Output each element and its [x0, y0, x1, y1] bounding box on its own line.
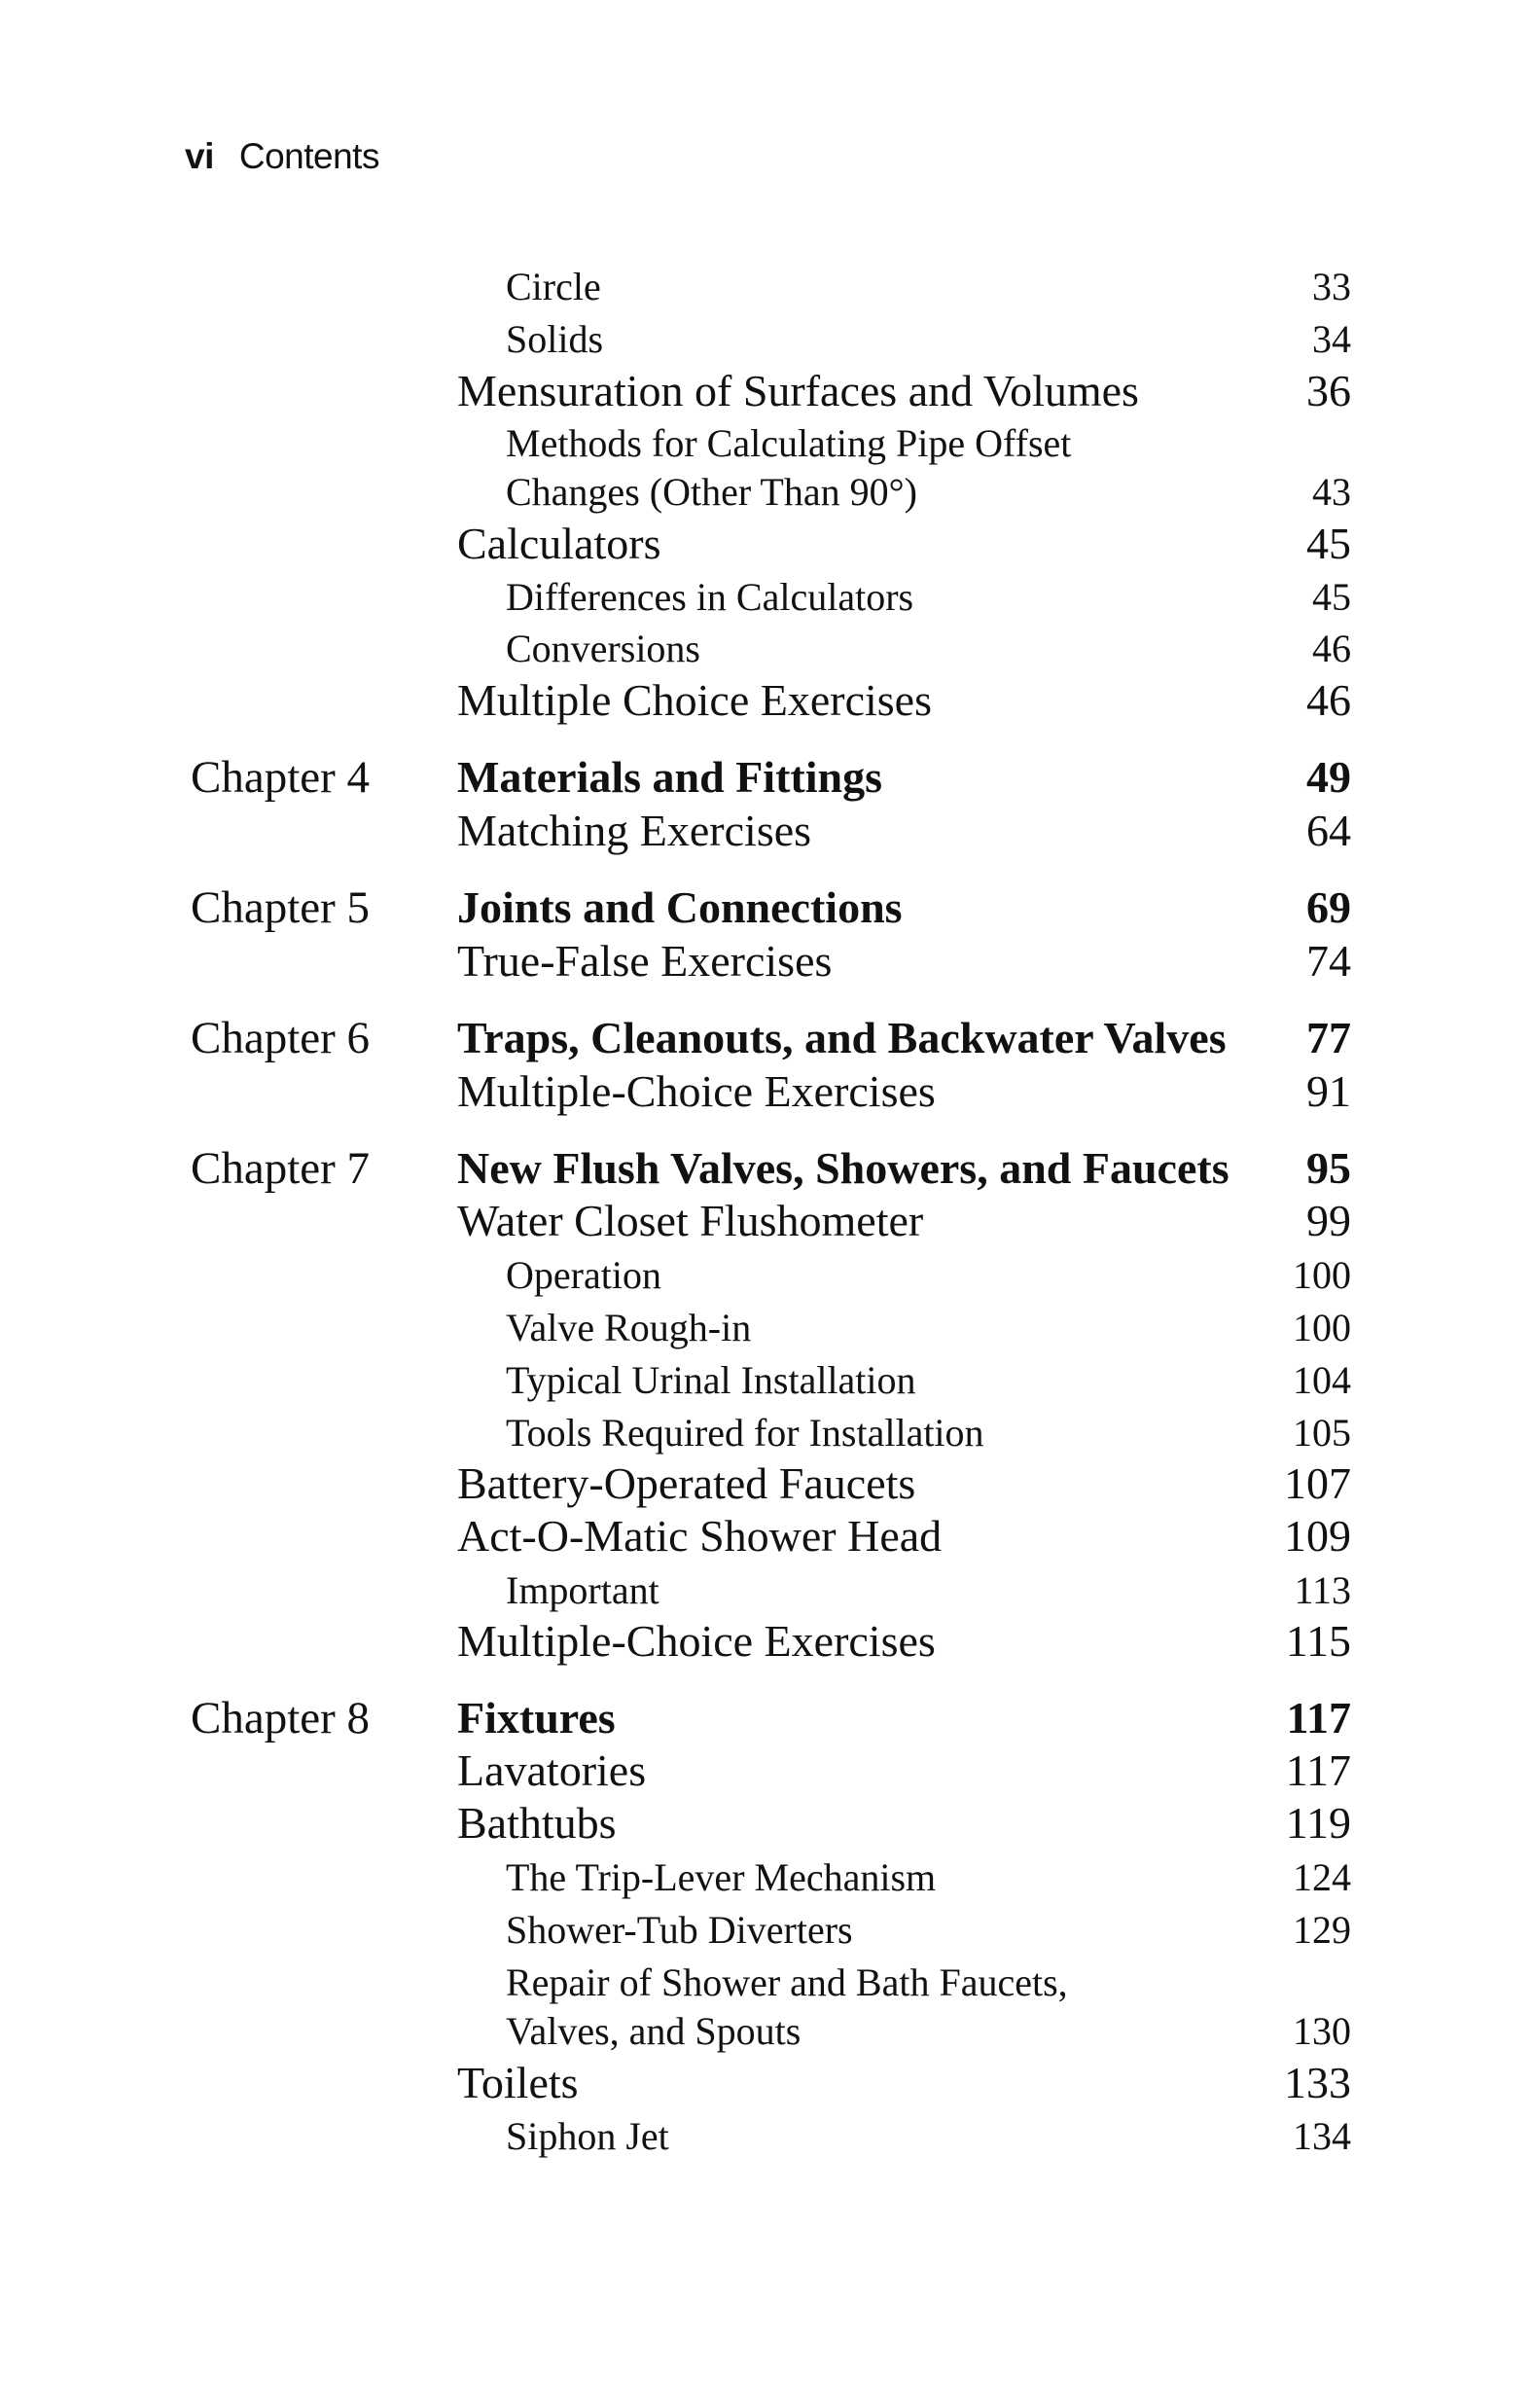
toc-entry-title: Differences in Calculators — [506, 575, 914, 619]
chapter-label: Chapter 5 — [191, 882, 371, 933]
toc-entry-title: Operation — [506, 1253, 661, 1297]
toc-entry-title: Water Closet Flushometer — [457, 1196, 924, 1245]
toc-entry-page: 117 — [1285, 1745, 1351, 1795]
toc-entry-title: Solids — [506, 317, 604, 361]
toc-entry-page: 43 — [1312, 470, 1351, 514]
toc-entry-page: 91 — [1306, 1066, 1351, 1116]
toc-entry-title: Matching Exercises — [457, 806, 812, 855]
toc-entry-title: Methods for Calculating Pipe Offset — [506, 421, 1072, 465]
toc-entry-title: Repair of Shower and Bath Faucets, — [506, 1960, 1068, 2004]
toc-entry-page: 64 — [1306, 806, 1351, 855]
chapter-page: 77 — [1306, 1013, 1351, 1062]
toc-entry-page: 100 — [1293, 1306, 1351, 1349]
chapter-page: 69 — [1306, 882, 1351, 932]
toc-entry-page: 33 — [1312, 265, 1351, 308]
toc-entry-title: Battery-Operated Faucets — [457, 1458, 916, 1508]
toc-entry-page: 46 — [1306, 675, 1351, 725]
chapter-page: 49 — [1306, 752, 1351, 802]
toc-entry-page: 36 — [1306, 366, 1351, 415]
toc-entry-page: 104 — [1293, 1358, 1351, 1402]
running-head — [185, 136, 379, 177]
toc-entry-page: 99 — [1306, 1196, 1351, 1245]
toc-entry-page: 105 — [1293, 1411, 1351, 1455]
chapter-title: Traps, Cleanouts, and Backwater Valves — [457, 1013, 1227, 1062]
toc-entry-title: Siphon Jet — [506, 2114, 669, 2158]
toc-entry-title: Act-O-Matic Shower Head — [457, 1511, 943, 1561]
toc-entry-page: 107 — [1284, 1458, 1351, 1508]
toc-entry-title: Multiple-Choice Exercises — [457, 1066, 936, 1116]
toc-entry-page: 45 — [1312, 575, 1351, 619]
chapter-label: Chapter 6 — [191, 1013, 371, 1063]
toc-entry-page: 74 — [1306, 936, 1351, 986]
toc-entry-title: Bathtubs — [457, 1798, 617, 1848]
chapter-label: Chapter 8 — [191, 1693, 371, 1743]
toc-entry-title: True-False Exercises — [457, 936, 833, 986]
toc-entry-title: Mensuration of Surfaces and Volumes — [457, 366, 1139, 415]
running-head-label: Contents — [238, 136, 379, 176]
toc-entry-title: Changes (Other Than 90°) — [506, 470, 917, 514]
toc-entry-title: Calculators — [457, 519, 661, 568]
toc-entry-page: 113 — [1294, 1568, 1351, 1612]
page-folio: vi — [185, 136, 214, 176]
toc-entry-page: 133 — [1284, 2058, 1351, 2107]
toc-entry-page: 130 — [1293, 2009, 1351, 2053]
toc-entry-page: 45 — [1306, 519, 1351, 568]
toc-entry-title: Multiple Choice Exercises — [457, 675, 932, 725]
toc-entry-page: 124 — [1293, 1855, 1351, 1899]
toc-entry-title: Multiple-Choice Exercises — [457, 1616, 936, 1666]
toc-entry-page: 129 — [1293, 1908, 1351, 1952]
toc-entry-title: Tools Required for Installation — [506, 1411, 984, 1455]
chapter-title: Materials and Fittings — [457, 752, 882, 802]
chapter-title: New Flush Valves, Showers, and Faucets — [457, 1143, 1229, 1193]
toc-entry-page: 109 — [1284, 1511, 1351, 1561]
toc-entry-title: Toilets — [457, 2058, 579, 2107]
toc-entry-page: 34 — [1312, 317, 1351, 361]
toc-entry-title: Important — [506, 1568, 659, 1612]
toc-entry-title: Conversions — [506, 627, 700, 670]
toc-entry-title: Shower-Tub Diverters — [506, 1908, 853, 1952]
toc-entry-page: 134 — [1293, 2114, 1351, 2158]
toc-entry-title: Valves, and Spouts — [506, 2009, 802, 2053]
toc-entry-page: 100 — [1293, 1253, 1351, 1297]
toc-entry-page: 115 — [1285, 1616, 1351, 1666]
chapter-page: 95 — [1306, 1143, 1351, 1193]
chapter-label: Chapter 7 — [191, 1143, 371, 1194]
chapter-title: Fixtures — [457, 1693, 616, 1743]
toc-entry-title: Typical Urinal Installation — [506, 1358, 916, 1402]
toc-entry-title: Lavatories — [457, 1745, 647, 1795]
toc-entry-title: Valve Rough-in — [506, 1306, 752, 1349]
chapter-label: Chapter 4 — [191, 752, 371, 803]
toc-entry-title: Circle — [506, 265, 601, 308]
toc-entry-page: 119 — [1285, 1798, 1351, 1848]
chapter-page: 117 — [1286, 1693, 1351, 1743]
toc-entry-title: The Trip-Lever Mechanism — [506, 1855, 937, 1899]
chapter-title: Joints and Connections — [457, 882, 903, 932]
toc-entry-page: 46 — [1312, 627, 1351, 670]
